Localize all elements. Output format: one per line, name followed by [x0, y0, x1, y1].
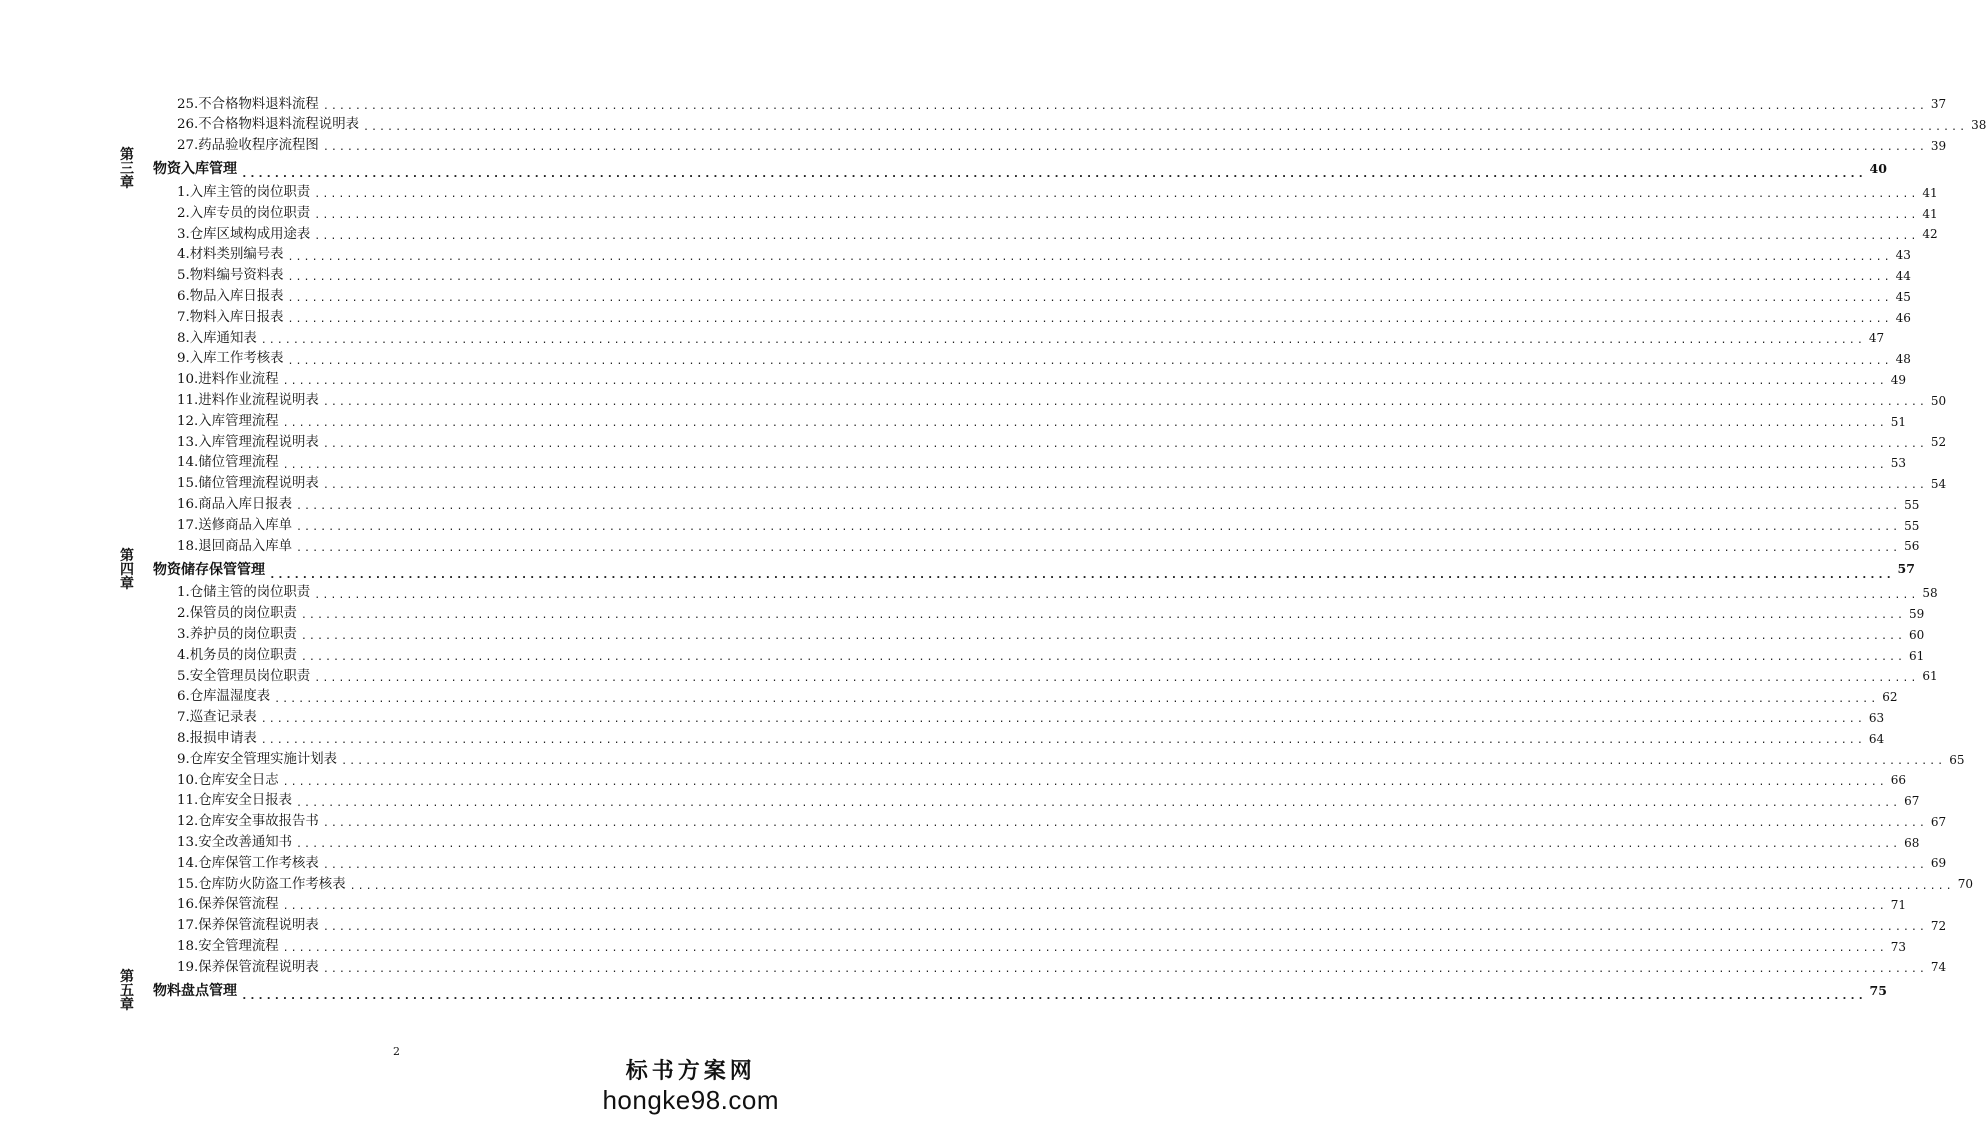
- toc-item-row[interactable]: [0, 895, 1907, 916]
- dot-leader: ........................................................................................................................................................................................................: [341, 755, 1946, 767]
- dot-leader: ........................................................................................................................................................................................................: [300, 631, 1906, 643]
- toc-item-row[interactable]: [0, 370, 1907, 391]
- dot-leader: ........................................................................................................................................................................................................: [296, 797, 1901, 809]
- toc-item-row[interactable]: [0, 494, 1920, 515]
- item-title: 25.不合格物料退料流程: [177, 96, 319, 112]
- page-ref: 39: [1930, 138, 1947, 153]
- page-ref: 68: [1904, 835, 1920, 850]
- dot-leader: ........................................................................................................................................................................................................: [274, 693, 1879, 705]
- toc-item-row[interactable]: [0, 583, 1938, 604]
- toc-item-row[interactable]: [0, 770, 1907, 791]
- page-ref: 71: [1890, 898, 1907, 913]
- dot-leader: ........................................................................................................................................................................................................: [282, 901, 1887, 913]
- toc-item-row[interactable]: [0, 307, 1911, 328]
- toc-item-row[interactable]: [0, 832, 1920, 853]
- toc-item-row[interactable]: [0, 604, 1925, 625]
- page-ref: 48: [1895, 352, 1911, 367]
- toc-chapter-row[interactable]: [0, 547, 1915, 592]
- page-ref: 56: [1904, 539, 1920, 554]
- page-ref: 64: [1868, 731, 1885, 746]
- page-ref: 42: [1922, 227, 1938, 242]
- item-title: 26.不合格物料退料流程说明表: [177, 117, 359, 133]
- toc-item-row[interactable]: [0, 224, 1938, 245]
- page-ref: 73: [1890, 939, 1907, 954]
- dot-leader: ........................................................................................................................................................................................................: [287, 313, 1892, 325]
- item-title: 10.进料作业流程: [177, 372, 279, 388]
- chapter-title: 物料盘点管理: [153, 982, 237, 999]
- toc-item-row[interactable]: [0, 453, 1907, 474]
- watermark-en: hongke98.com: [602, 1085, 779, 1115]
- dot-leader: ........................................................................................................................................................................................................: [314, 209, 1919, 221]
- chapter-number: 第三章: [120, 147, 135, 192]
- page-ref: 75: [1869, 982, 1887, 998]
- dot-leader: ........................................................................................................................................................................................................: [287, 251, 1892, 263]
- page-ref: 49: [1890, 372, 1907, 387]
- dot-leader: ........................................................................................................................................................................................................: [282, 776, 1887, 788]
- page-ref: 38: [1971, 118, 1986, 133]
- toc-item-row[interactable]: [0, 812, 1947, 833]
- toc-item-row[interactable]: [0, 94, 1947, 115]
- item-title: 5.安全管理员岗位职责: [177, 668, 311, 684]
- item-title: 8.入库通知表: [177, 330, 257, 346]
- page-ref: 46: [1895, 310, 1911, 325]
- page-ref: 66: [1890, 773, 1907, 788]
- item-title: 16.保养保管流程: [177, 897, 279, 913]
- dot-leader: ........................................................................................................................................................................................................: [300, 610, 1906, 622]
- page-ref: 57: [1897, 561, 1915, 577]
- item-title: 9.仓库安全管理实施计划表: [177, 751, 338, 767]
- dot-leader: ........................................................................................................................................................................................................: [349, 880, 1954, 892]
- item-title: 2.入库专员的岗位职责: [177, 205, 311, 221]
- dot-leader: ........................................................................................................................................................................................................: [260, 735, 1865, 747]
- page-ref: 72: [1930, 918, 1947, 933]
- toc-item-row[interactable]: [0, 245, 1911, 266]
- page-ref: 74: [1930, 960, 1947, 975]
- page-ref: 53: [1890, 456, 1907, 471]
- toc-item-row[interactable]: [0, 136, 1947, 157]
- page-ref: 59: [1909, 606, 1925, 621]
- item-title: 12.入库管理流程: [177, 413, 279, 429]
- toc-item-row[interactable]: [0, 286, 1911, 307]
- dot-leader: ........................................................................................................................................................................................................: [287, 355, 1892, 367]
- dot-leader: ........................................................................................................................................................................................................: [322, 438, 1927, 450]
- page-ref: 50: [1930, 393, 1947, 408]
- page-ref: 69: [1930, 856, 1947, 871]
- dot-leader: ........................................................................................................................................................................................................: [282, 417, 1887, 429]
- item-title: 11.进料作业流程说明表: [177, 393, 319, 409]
- toc-item-row[interactable]: [0, 432, 1947, 453]
- item-title: 17.送修商品入库单: [177, 517, 293, 533]
- page-number: 2: [393, 1045, 400, 1058]
- toc-item-row[interactable]: [0, 853, 1947, 874]
- toc-item-row[interactable]: [0, 624, 1925, 645]
- item-title: 6.物品入库日报表: [177, 289, 284, 305]
- dot-leader: ........................................................................................................................................................................................................: [296, 542, 1901, 554]
- toc-item-row[interactable]: [0, 203, 1938, 224]
- page-ref: 41: [1922, 206, 1938, 221]
- item-title: 8.报损申请表: [177, 731, 257, 746]
- dot-leader: ........................................................................................................................................................................................................: [287, 272, 1892, 284]
- item-title: 9.入库工作考核表: [177, 351, 284, 367]
- item-title: 14.储位管理流程: [177, 455, 279, 471]
- toc-item-row[interactable]: [0, 411, 1907, 432]
- toc-item-row[interactable]: [0, 915, 1947, 936]
- page-ref: 44: [1895, 268, 1911, 283]
- page-ref: 40: [1869, 161, 1887, 177]
- toc-item-row[interactable]: [0, 349, 1911, 370]
- item-title: 7.物料入库日报表: [177, 309, 284, 325]
- item-title: 3.养护员的岗位职责: [177, 627, 297, 643]
- chapter-number: 第四章: [120, 547, 135, 592]
- toc-item-row[interactable]: [0, 182, 1938, 203]
- item-title: 12.仓库安全事故报告书: [177, 814, 319, 830]
- page-ref: 67: [1904, 794, 1920, 809]
- toc-item-row[interactable]: [0, 515, 1920, 536]
- item-title: 13.安全改善通知书: [177, 834, 293, 850]
- item-title: 13.入库管理流程说明表: [177, 434, 319, 450]
- toc-item-row[interactable]: [0, 708, 1885, 729]
- page-ref: 61: [1909, 648, 1925, 663]
- page-ref: 52: [1930, 435, 1947, 450]
- dot-leader: ........................................................................................................................................................................................................: [322, 818, 1927, 830]
- toc-item-row[interactable]: [0, 791, 1920, 812]
- page-ref: 37: [1930, 97, 1947, 112]
- chapter-title: 物资储存保管管理: [153, 561, 265, 578]
- item-title: 18.安全管理流程: [177, 938, 279, 954]
- dot-leader: ........................................................................................................................................................................................................: [322, 397, 1927, 409]
- page-ref: 43: [1895, 248, 1911, 263]
- toc-item-row[interactable]: [0, 328, 1885, 349]
- item-title: 18.退回商品入库单: [177, 538, 293, 554]
- item-title: 4.材料类别编号表: [177, 247, 284, 263]
- dot-leader: ........................................................................................................................................................................................................: [269, 567, 1894, 581]
- item-title: 1.仓储主管的岗位职责: [177, 585, 311, 601]
- page-ref: 70: [1957, 877, 1973, 892]
- page-ref: 41: [1922, 185, 1938, 200]
- item-title: 15.仓库防火防盗工作考核表: [177, 876, 346, 892]
- page-ref: 55: [1904, 497, 1920, 512]
- item-title: 6.仓库温湿度表: [177, 689, 271, 705]
- page-ref: 47: [1868, 331, 1885, 346]
- page-ref: 65: [1949, 752, 1965, 767]
- item-title: 5.物料编号资料表: [177, 268, 284, 284]
- page-ref: 58: [1922, 586, 1938, 601]
- toc-item-row[interactable]: [0, 115, 1986, 136]
- toc-chapter-row[interactable]: [0, 147, 1887, 192]
- dot-leader: ........................................................................................................................................................................................................: [314, 672, 1919, 684]
- dot-leader: ........................................................................................................................................................................................................: [300, 651, 1906, 663]
- item-title: 4.机务员的岗位职责: [177, 647, 297, 663]
- toc-item-row[interactable]: [0, 536, 1920, 557]
- chapter-title: 物资入库管理: [153, 161, 237, 178]
- dot-leader: ........................................................................................................................................................................................................: [282, 376, 1887, 388]
- dot-leader: ........................................................................................................................................................................................................: [322, 142, 1927, 154]
- toc-item-row[interactable]: [0, 936, 1907, 957]
- item-title: 7.巡查记录表: [177, 710, 257, 726]
- page-ref: 54: [1930, 476, 1947, 491]
- item-title: 19.保养保管流程说明表: [177, 959, 319, 975]
- dot-leader: ........................................................................................................................................................................................................: [260, 714, 1865, 726]
- item-title: 3.仓库区域构成用途表: [177, 226, 311, 242]
- item-title: 16.商品入库日报表: [177, 497, 293, 513]
- dot-leader: ........................................................................................................................................................................................................: [362, 121, 1968, 133]
- item-title: 15.储位管理流程说明表: [177, 476, 319, 492]
- toc-item-row[interactable]: [0, 874, 1973, 895]
- item-title: 27.药品验收程序流程图: [177, 138, 319, 154]
- page-ref: 45: [1895, 289, 1911, 304]
- page-ref: 62: [1882, 690, 1898, 705]
- dot-leader: ........................................................................................................................................................................................................: [287, 293, 1892, 305]
- page-ref: 61: [1922, 669, 1938, 684]
- toc-item-row[interactable]: [0, 728, 1885, 749]
- toc-item-row[interactable]: [0, 474, 1947, 495]
- dot-leader: ........................................................................................................................................................................................................: [296, 839, 1901, 851]
- page-ref: 63: [1868, 710, 1885, 725]
- page-ref: 55: [1904, 518, 1920, 533]
- item-title: 1.入库主管的岗位职责: [177, 185, 311, 201]
- toc-item-row[interactable]: [0, 687, 1898, 708]
- item-title: 2.保管员的岗位职责: [177, 606, 297, 622]
- toc-item-row[interactable]: [0, 645, 1925, 666]
- dot-leader: ........................................................................................................................................................................................................: [282, 943, 1887, 955]
- watermark-cn: 标书方案网: [625, 1058, 756, 1084]
- dot-leader: ........................................................................................................................................................................................................: [296, 521, 1901, 533]
- dot-leader: ........................................................................................................................................................................................................: [260, 334, 1865, 346]
- dot-leader: ........................................................................................................................................................................................................: [241, 988, 1866, 1002]
- table-of-contents: [0, 94, 1986, 1013]
- toc-item-row[interactable]: [0, 957, 1947, 978]
- item-title: 10.仓库安全日志: [177, 772, 279, 788]
- toc-item-row[interactable]: [0, 390, 1947, 411]
- item-title: 11.仓库安全日报表: [177, 793, 293, 809]
- dot-leader: ........................................................................................................................................................................................................: [314, 230, 1919, 242]
- chapter-number: 第五章: [120, 968, 135, 1013]
- dot-leader: ........................................................................................................................................................................................................: [282, 459, 1887, 471]
- dot-leader: ........................................................................................................................................................................................................: [322, 922, 1927, 934]
- dot-leader: ........................................................................................................................................................................................................: [322, 100, 1927, 112]
- toc-item-row[interactable]: [0, 666, 1938, 687]
- dot-leader: ........................................................................................................................................................................................................: [314, 189, 1919, 201]
- dot-leader: ........................................................................................................................................................................................................: [322, 963, 1927, 975]
- item-title: 17.保养保管流程说明表: [177, 918, 319, 934]
- toc-chapter-row[interactable]: [0, 968, 1887, 1013]
- dot-leader: ........................................................................................................................................................................................................: [296, 501, 1901, 513]
- page-ref: 67: [1930, 814, 1947, 829]
- toc-item-row[interactable]: [0, 749, 1965, 770]
- page-ref: 51: [1890, 414, 1907, 429]
- item-title: 14.仓库保管工作考核表: [177, 855, 319, 871]
- toc-item-row[interactable]: [0, 266, 1911, 287]
- dot-leader: ........................................................................................................................................................................................................: [241, 167, 1866, 181]
- site-watermark: [602, 1054, 779, 1116]
- dot-leader: ........................................................................................................................................................................................................: [314, 589, 1919, 601]
- dot-leader: ........................................................................................................................................................................................................: [322, 859, 1927, 871]
- page-ref: 60: [1909, 627, 1925, 642]
- dot-leader: ........................................................................................................................................................................................................: [322, 480, 1927, 492]
